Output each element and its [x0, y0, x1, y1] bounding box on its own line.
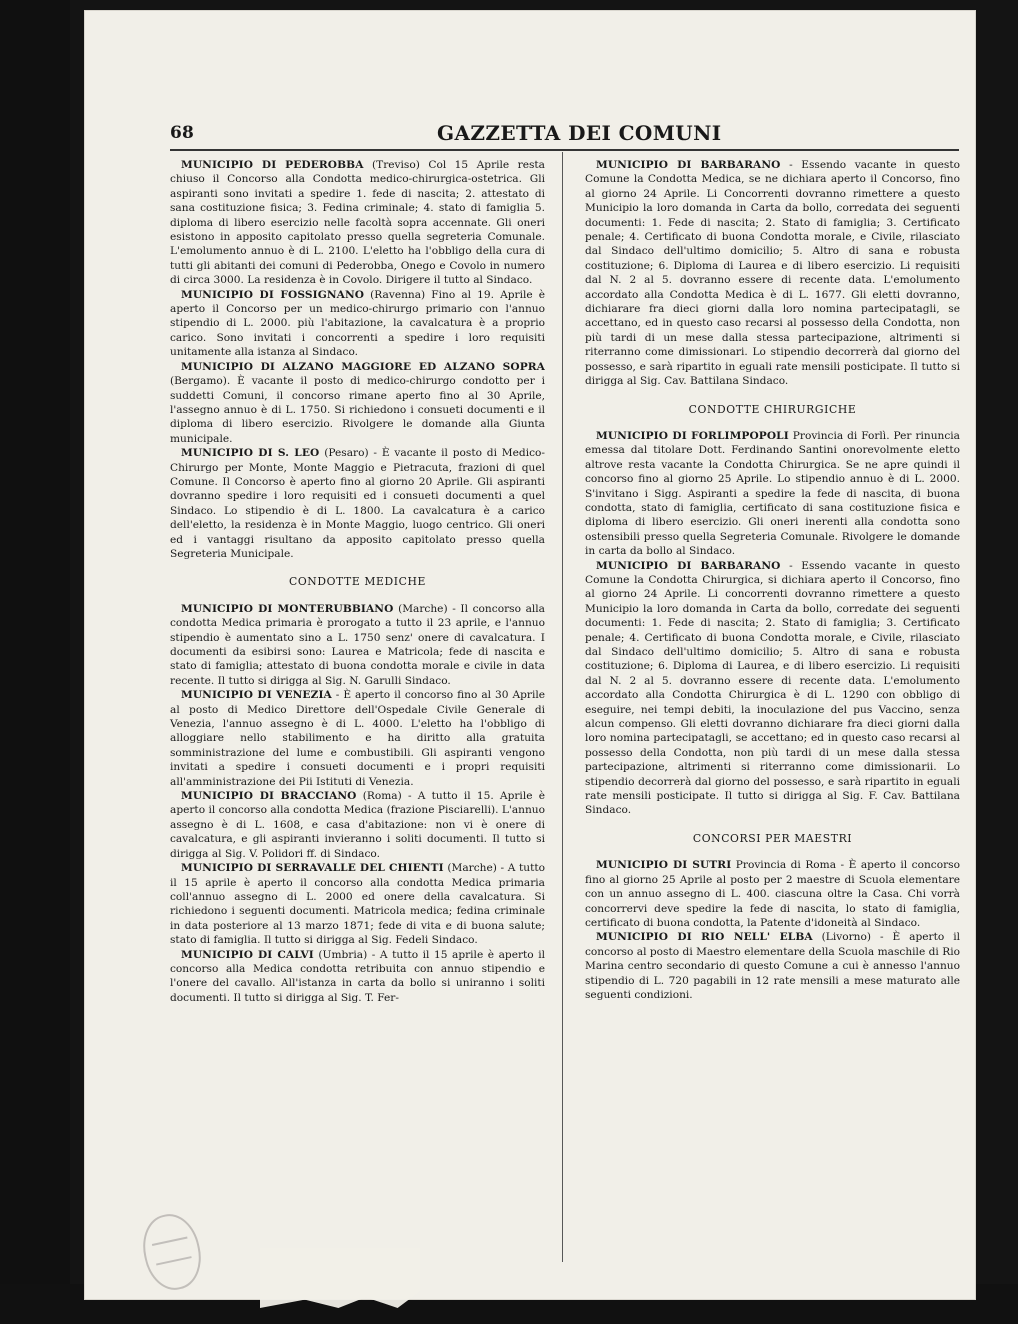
municipality-name: MUNICIPIO DI BARBARANO [596, 159, 781, 171]
notice-text: Provincia di Roma - È aperto il concorso fino al giorno 25 Aprile al posto per 2 maestre di Scuola elementare con un annuo assegno di L. 400. ciascuna oltre la Casa. Chi vorrà concorrervi deve spedire la fede di nascita, lo stato di famiglia, certificato di buona condotta, la Patente d'idoneità al Sindaco. [585, 859, 960, 929]
municipality-name: MUNICIPIO DI FOSSIGNANO [181, 288, 365, 301]
notice-text: (Marche) - Il concorso alla condotta Medica primaria è prorogato a tutto il 23 aprile, e l'annuo stipendio è aumentato sino a L. 1750 senz' onere di cavalcatura. I documenti da esibirsi sono: Laurea e Matricola; fede di nascita e stato di famiglia; attestato di buona condotta morale e civile in data recente. Il tutto si dirigga al Sig. N. Garulli Sindaco. [170, 602, 545, 687]
municipality-name: MUNICIPIO DI SUTRI [596, 859, 732, 872]
notice-paragraph [170, 360, 545, 446]
torn-paper-edge [260, 1248, 420, 1308]
municipality-name: MUNICIPIO DI SERRAVALLE DEL CHIENTI [181, 862, 444, 875]
municipality-name: MUNICIPIO DI BARBARANO [596, 559, 781, 572]
notice-paragraph [585, 158, 960, 389]
notice-paragraph [170, 446, 545, 561]
notice-text: (Livorno) - È aperto il concorso al posto di Maestro elementare della Scuola maschile di Rio Marina centro secondario di questo Comune a cui è annesso l'annuo stipendio di L. 720 pagabili in 12 rate mensili a mese maturato alle seguenti condizioni. [585, 931, 960, 1001]
notice-paragraph [170, 688, 545, 789]
notice-paragraph [170, 602, 545, 688]
header-rule [170, 149, 959, 151]
left-column [170, 158, 545, 1005]
notice-text: - Essendo vacante in questo Comune la Condotta Medica, se ne dichiara aperto il Concorso, fino al giorno 24 Aprile. Li Concorrenti dovranno rimettere a questo Municipio la loro domanda in Carta da bollo, corredata dei seguenti documenti: 1. Fede di nascita; 2. Stato di famiglia; 3. Certificato penale; 4. Certificato di buona Condotta morale, e Civile, rilasciato dal Sindaco dell'ultimo domicilio; 5. Altro di sana e robusta costituzione; 6. Diploma di Laurea e di libero esercizio. Li requisiti dal N. 2 al 5. dovranno essere di recente data. L'emolumento accordato alla Condotta Medica è di L. 1677. Gli eletti dovranno, dichiarare fra dieci giorni dalla loro nomina partecipatagli, se accettano, ed in questo caso recarsi al possesso della Condotta, non più tardi di un mese dalla stessa partecipazione, altrimenti si riterranno come dimissionari. Lo stipendio decorrerà dal giorno del possesso, e sarà ripartito in eguali rate mensili posticipate. Il tutto si dirigga al Sig. Cav. Battilana Sindaco. [585, 159, 960, 388]
page-number: 68 [170, 123, 195, 143]
notice-text: (Pesaro) - È vacante il posto di Medico-Chirurgo per Monte, Monte Maggio e Pietracuta, frazioni di quel Comune. Il Concorso è aperto fino al giorno 20 Aprile. Gli aspiranti dovranno spedire i loro requisiti ed i consueti documenti a quel Sindaco. Lo stipendio è di L. 1800. La cavalcatura è a carico dell'eletto, la residenza è in Monte Maggio, luogo centrico. Gli oneri ed i vantaggi risultano da apposito capitolato presso quella Segreteria Municipale. [170, 447, 545, 560]
right-column [585, 158, 960, 1002]
page-title: GAZZETTA DEI COMUNI [437, 121, 722, 145]
municipality-name: MUNICIPIO DI PEDEROBBA [181, 159, 364, 171]
notice-paragraph [585, 858, 960, 930]
notice-paragraph [585, 559, 960, 818]
notice-text: Provincia di Forlì. Per rinuncia emessa dal titolare Dott. Ferdinando Santini onorevolmente eletto altrove resta vacante la Condotta Chirurgica. Se ne apre quindi il concorso fino al giorno 25 Aprile. Lo stipendio annuo è di L. 2000. S'invitano i Sigg. Aspiranti a spedire la fede di nascita, di buona condotta, stato di famiglia, certificato di sana costituzione fisica e diploma di libero esercizio. Gli oneri inerenti alla condotta sono ostensibili presso quella Segreteria Comunale. Rivolgere le domande in carta da bollo al Sindaco. [585, 429, 960, 558]
municipality-name: MUNICIPIO DI CALVI [181, 948, 314, 961]
notice-text: - Essendo vacante in questo Comune la Condotta Chirurgica, si dichiara aperto il Concorso, fino al giorno 24 Aprile. Li concorrenti dovranno rimettere a questo Municipio la loro domanda in Carta da bollo, corredate dei seguenti documenti: 1. Fede di nascita; 2. Stato di famiglia; 3. Certificato penale; 4. Certificato di buona Condotta morale, e Civile, rilasciato dal Sindaco dell'ultimo domicilio; 5. Altro di sana e robusta costituzione; 6. Diploma di Laurea, e di libero esercizio. Li requisiti dal N. 2 al 5. dovranno essere di recente data. L'emolumento accordato alla Condotta Chirurgica è di L. 1290 con obbligo di eseguire, nei tempi debiti, la inoculazione del pus Vaccino, senza alcun compenso. Gli eletti dovranno dichiarare fra dieci giorni dalla loro nomina partecipatagli, se accettano; ed in questo caso recarsi al possesso della Condotta, non più tardi di un mese dalla stessa partecipazione, altrimenti si riterranno come dimissionarii. Lo stipendio decorrerà dal giorno del possesso, e sarà ripartito in eguali rate mensili posticipate. Il tutto si dirigga al Sig. F. Cav. Battilana Sindaco. [585, 559, 960, 817]
municipality-name: MUNICIPIO DI BRACCIANO [181, 790, 357, 803]
section-title: CONDOTTE CHIRURGICHE [688, 402, 857, 416]
municipality-name: MUNICIPIO DI S. LEO [181, 447, 320, 460]
municipality-name: MUNICIPIO DI VENEZIA [181, 689, 332, 702]
notice-paragraph [170, 861, 545, 947]
section-title: CONDOTTE MEDICHE [288, 575, 426, 589]
notice-paragraph [585, 429, 960, 559]
notice-paragraph [585, 930, 960, 1002]
notice-text: (Ravenna) Fino al 19. Aprile è aperto il Concorso per un medico-chirurgo primario con l'annuo stipendio di L. 2000. più l'abitazione, la cavalcatura è a proprio carico. Sono invitati i concorrenti a spedire i loro requisiti unitamente alla istanza al Sindaco. [170, 288, 545, 359]
notice-paragraph [170, 948, 545, 1006]
scan-border-left [0, 0, 70, 1324]
notice-text: (Roma) - A tutto il 15. Aprile è aperto il concorso alla condotta Medica (frazione Pisciarelli). L'annuo assegno è di L. 1608, e casa d'abitazione: non vi è onere di cavalcatura, e gli aspiranti invieranno i soliti documenti. Il tutto si dirigga al Sig. V. Polidori ff. di Sindaco. [170, 790, 545, 860]
notice-text: (Bergamo). È vacante il posto di medico-chirurgo condotto per i suddetti Comuni, il concorso rimane aperto fino al 30 Aprile, l'assegno annuo è di L. 1750. Si richiedono i consueti documenti e il diploma di libero esercizio. Rivolgere le domande alla Giunta municipale. [170, 375, 545, 445]
municipality-name: MUNICIPIO DI MONTERUBBIANO [181, 602, 394, 615]
notice-text: (Treviso) Col 15 Aprile resta chiuso il Concorso alla Condotta medico-chirurgica-ostetrica. Gli aspiranti sono invitati a spedire 1. fede di nascita; 2. attestato di sana costituzione fisica; 3. Fedina criminale; 4. stato di famiglia 5. diploma di libero esercizio nelle facoltà sopra accennate. Gli oneri esistono in apposito capitolato presso quella segreteria Comunale. L'emolumento annuo è di L. 2100. L'eletto ha l'obbligo della cura di tutti gli abitanti dei comuni di Pederobba, Onego e Covolo in numero di circa 3000. La residenza è in Covolo. Dirigere il tutto al Sindaco. [170, 159, 545, 287]
notice-paragraph [170, 789, 545, 861]
municipality-name: MUNICIPIO DI FORLIMPOPOLI [596, 429, 789, 442]
municipality-name: MUNICIPIO DI RIO NELL' ELBA [596, 931, 813, 944]
notice-paragraph [170, 288, 545, 360]
notice-text: - È aperto il concorso fino al 30 Aprile al posto di Medico Direttore dell'Ospedale Civile Generale di Venezia, l'annuo assegno è di L. 4000. L'eletto ha l'obbligo di alloggiare nello stabilimento e ha diritto alla gratuita somministrazione del lume e combustibili. Gli aspiranti vengono invitati a spedire i consueti documenti e i propri requisiti all'amministrazione dei Pii Istituti di Venezia. [170, 689, 545, 788]
notice-text: (Marche) - A tutto il 15 aprile è aperto il concorso alla condotta Medica primaria coll'annuo assegno di L. 2000 ed onere della cavalcatura. Si richiedono i seguenti documenti. Matricola medica; fedina criminale in data posteriore al 13 marzo 1871; fede di vita e di buona salute; stato di famiglia. Il tutto si dirigga al Sig. Fedeli Sindaco. [170, 862, 546, 947]
section-title: CONCORSI PER MAESTRI [692, 831, 853, 845]
notice-paragraph [170, 158, 545, 288]
column-divider [562, 152, 563, 1262]
municipality-name: MUNICIPIO DI ALZANO MAGGIORE ED ALZANO SOPRA [181, 360, 545, 373]
notice-text: (Umbria) - A tutto il 15 aprile è aperto il concorso alla Medica condotta retribuita con annuo stipendio e l'onere del cavallo. All'istanza in carta da bollo si uniranno i soliti documenti. Il tutto si dirigga al Sig. T. Fer- [170, 948, 545, 1004]
